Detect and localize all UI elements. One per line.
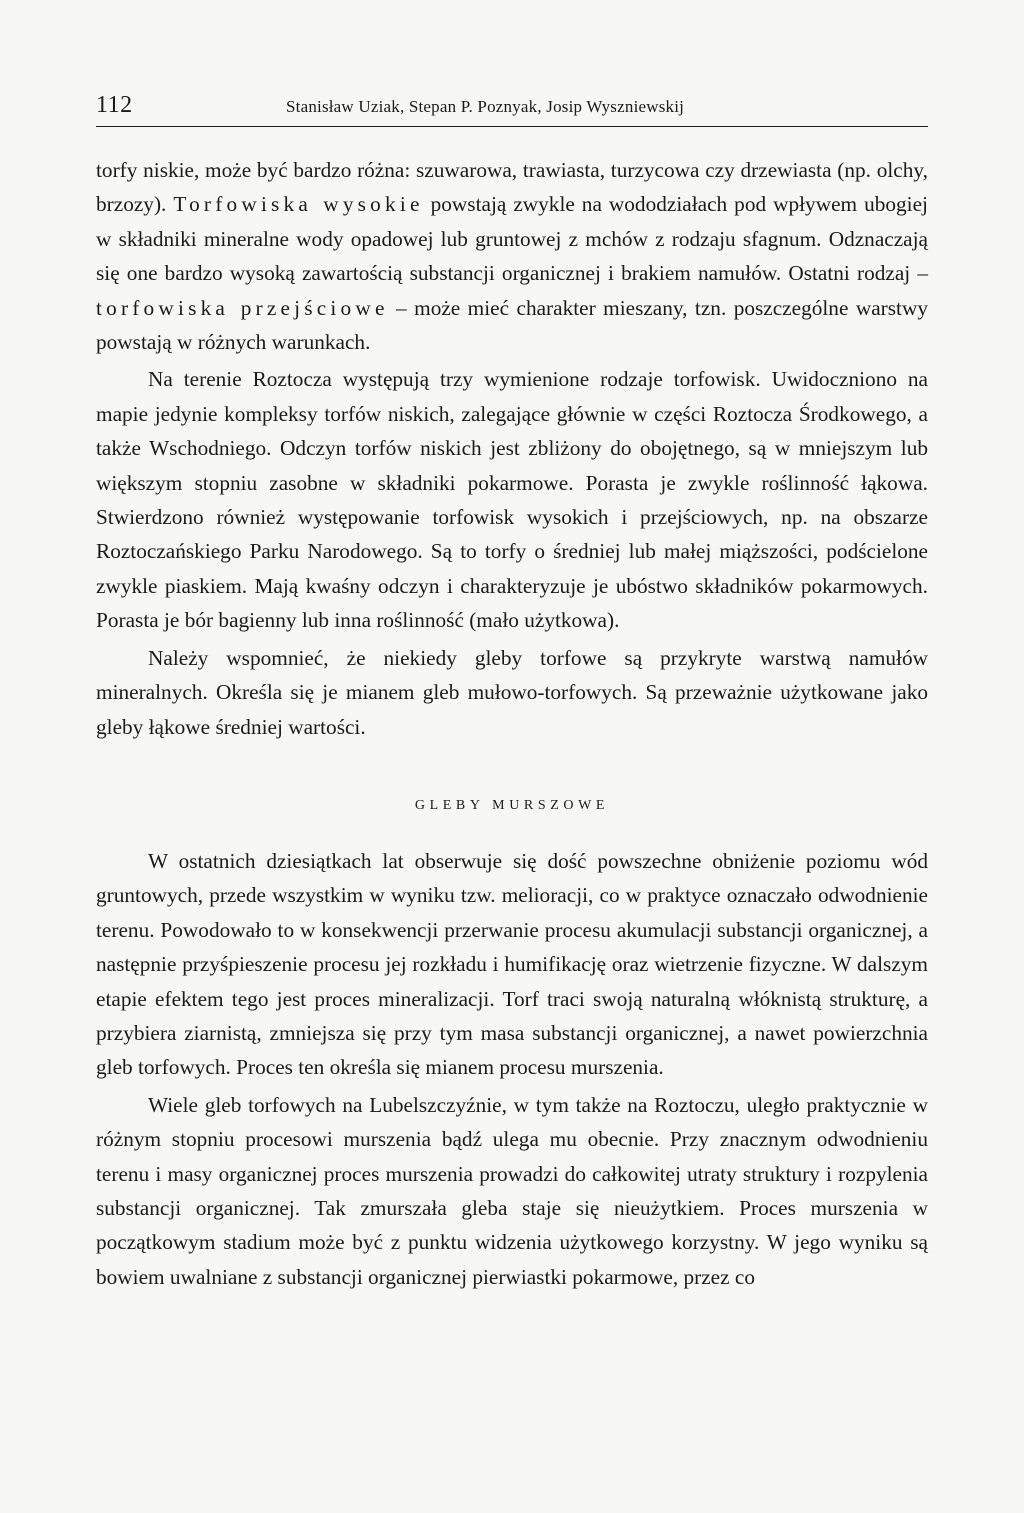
running-header-authors: Stanisław Uziak, Stepan P. Poznyak, Josip Wyszniewskij <box>286 97 685 116</box>
term-transitional-bogs: torfowiska przejściowe <box>96 295 389 320</box>
paragraph-roztocze-bogs: Na terenie Roztocza występują trzy wymienione rodzaje torfowisk. Uwidoczniono na mapie jedynie kompleksy torfów niskich, zalegające głównie w części Roztocza Środkowego, a także Wschodniego. Odczyn torfów niskich jest zbliżony do obojętnego, są w mniejszym lub większym stopniu zasobne w składniki pokarmowe. Porasta je zwykle roślinność łąkowa. Stwierdzono również występowanie torfowisk wysokich i przejściowych, np. na obszarze Roztoczańskiego Parku Narodowego. Są to torfy o średniej lub małej miąższości, podścielone zwykle piaskiem. Mają kwaśny odczyn i charakteryzuje je ubóstwo składników pokarmowych. Porasta je bór bagienny lub inna roślinność (mało użytkowa). <box>96 367 928 633</box>
section-heading: GLEBY MURSZOWE <box>414 797 610 813</box>
term-raised-bogs: Torfowiska wysokie <box>173 192 424 217</box>
running-header <box>96 92 928 127</box>
paragraph-text: powstają zwykle na wododziałach pod wpływem ubogiej w składniki mineralne wody opadowej lub gruntowej z mchów z rodzaju sfagnum. Odznaczają się one bardzo wysoką zawartością substancji organicznej i brakiem namułów. Ostatni rodzaj – <box>96 192 928 286</box>
body-text <box>96 153 928 1294</box>
paragraph-peat-types <box>96 153 928 359</box>
page-number: 112 <box>96 92 133 118</box>
paragraph-groundwater-lowering: W ostatnich dziesiątkach lat obserwuje się dość powszechne obniżenie poziomu wód gruntowych, przede wszystkim w wyniku tzw. melioracji, co w praktyce oznaczało odwodnienie terenu. Powodowało to w konsekwencji przerwanie procesu akumulacji substancji organicznej, a następnie przyśpieszenie procesu jej rozkładu i humifikację oraz wietrzenie fizyczne. W dalszym etapie efektem tego jest proces mineralizacji. Torf traci swoją naturalną włóknistą strukturę, a przybiera ziarnistą, zmniejsza się przy tym masa substancji organicznej, a nawet powierzchnia gleb torfowych. Proces ten określa się mianem procesu murszenia. <box>96 848 928 1080</box>
paragraph-mud-peat-soils: Należy wspomnieć, że niekiedy gleby torfowe są przykryte warstwą namułów mineralnych. Określa się je mianem gleb mułowo-torfowych. Są przeważnie użytkowane jako gleby łąkowe średniej wartości. <box>96 645 928 739</box>
paragraph-murshing-process: Wiele gleb torfowych na Lubelszczyźnie, w tym także na Roztoczu, uległo praktycznie w różnym stopniu procesowi murszenia bądź ulega mu obecnie. Przy znacznym odwodnieniu terenu i masy organicznej proces murszenia prowadzi do całkowitej utraty struktury i rozpylenia substancji organicznej. Tak zmurszała gleba staje się nieużytkiem. Proces murszenia w początkowym stadium może być z punktu widzenia użytkowego korzystny. W jego wyniku są bowiem uwalniane z substancji organicznej pierwiastki pokarmowe, przez co <box>96 1092 928 1289</box>
paragraph-text: – może mieć charakter mieszany, tzn. poszczególne warstwy powstają w różnych warunkach. <box>96 295 928 355</box>
paragraph-text: torfy niskie, może być bardzo różna: szuwarowa, trawiasta, turzycowa czy drzewiasta (np. olchy, brzozy). <box>96 158 928 217</box>
document-page <box>96 92 928 1294</box>
